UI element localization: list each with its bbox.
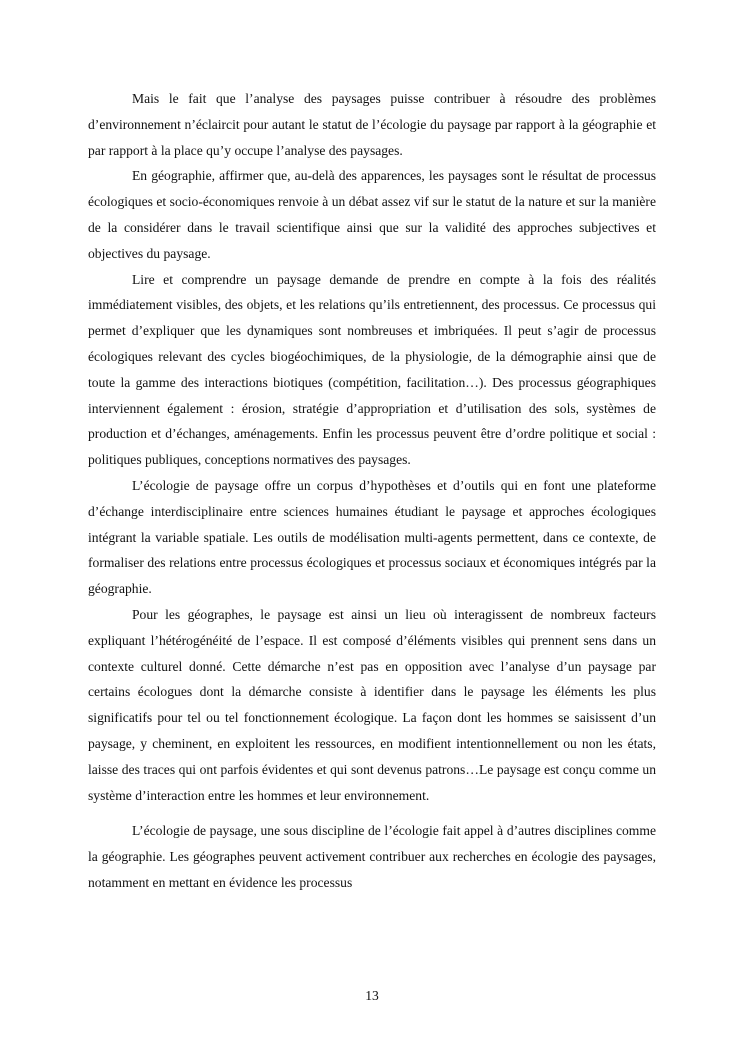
paragraph-2: En géographie, affirmer que, au-delà des apparences, les paysages sont le résultat de processus écologiques et socio-économiques renvoie à un débat assez vif sur le statut de la nature et sur la manière de la considérer dans le travail scientifique ainsi que sur la validité des approches subjectives et objectives du paysage. [88, 168, 656, 261]
paragraph-4: L’écologie de paysage offre un corpus d’hypothèses et d’outils qui en font une plateforme d’échange interdisciplinaire entre sciences humaines étudiant le paysage et approches écologiques intégrant la variable spatiale. Les outils de modélisation multi-agents permettent, dans ce contexte, de formaliser des relations entre processus écologiques et processus sociaux et économiques intégrés par la géographie. [88, 477, 656, 597]
paragraph-3: Lire et comprendre un paysage demande de prendre en compte à la fois des réalités immédiatement visibles, des objets, et les relations qu’ils entretiennent, des processus. Ce processus qui permet d’expliquer que les dynamiques sont nombreuses et imbriquées. Il peut s’agir de processus écologiques relevant des cycles biogéochimiques, de la physiologie, de la démographie ainsi que de toute la gamme des interactions biotiques (compétition, facilitation…). Des processus géographiques interviennent également : érosion, stratégie d’appropriation et d’utilisation des sols, systèmes de production et d’échanges, aménagements. Enfin les processus peuvent être d’ordre politique et social : politiques publiques, conceptions normatives des paysages. [88, 271, 656, 468]
document-body [88, 86, 656, 896]
paragraph-1: Mais le fait que l’analyse des paysages puisse contribuer à résoudre des problèmes d’environnement n’éclaircit pour autant le statut de l’écologie du paysage par rapport à la géographie et par rapport à la place qu’y occupe l’analyse des paysages. [88, 91, 656, 158]
paragraph-5: Pour les géographes, le paysage est ainsi un lieu où interagissent de nombreux facteurs expliquant l’hétérogénéité de l’espace. Il est composé d’éléments visibles qui prennent sens dans un contexte culturel donné. Cette démarche n’est pas en opposition avec l’analyse d’un paysage par certains écologues dont la démarche consiste à identifier dans le paysage les éléments les plus significatifs pour tel ou tel fonctionnement écologique. La façon dont les hommes se saisissent d’un paysage, y cheminent, en exploitent les ressources, en modifient intentionnellement ou non les états, laisse des traces qui ont parfois évidentes et qui sont devenus patrons…Le paysage est conçu comme un système d’interaction entre les hommes et leur environnement. [88, 606, 656, 803]
page-number: 13 [365, 988, 379, 1003]
paragraph-6: L’écologie de paysage, une sous discipline de l’écologie fait appel à d’autres disciplines comme la géographie. Les géographes peuvent activement contribuer aux recherches en écologie des paysages, notamment en mettant en évidence les processus [88, 823, 656, 890]
